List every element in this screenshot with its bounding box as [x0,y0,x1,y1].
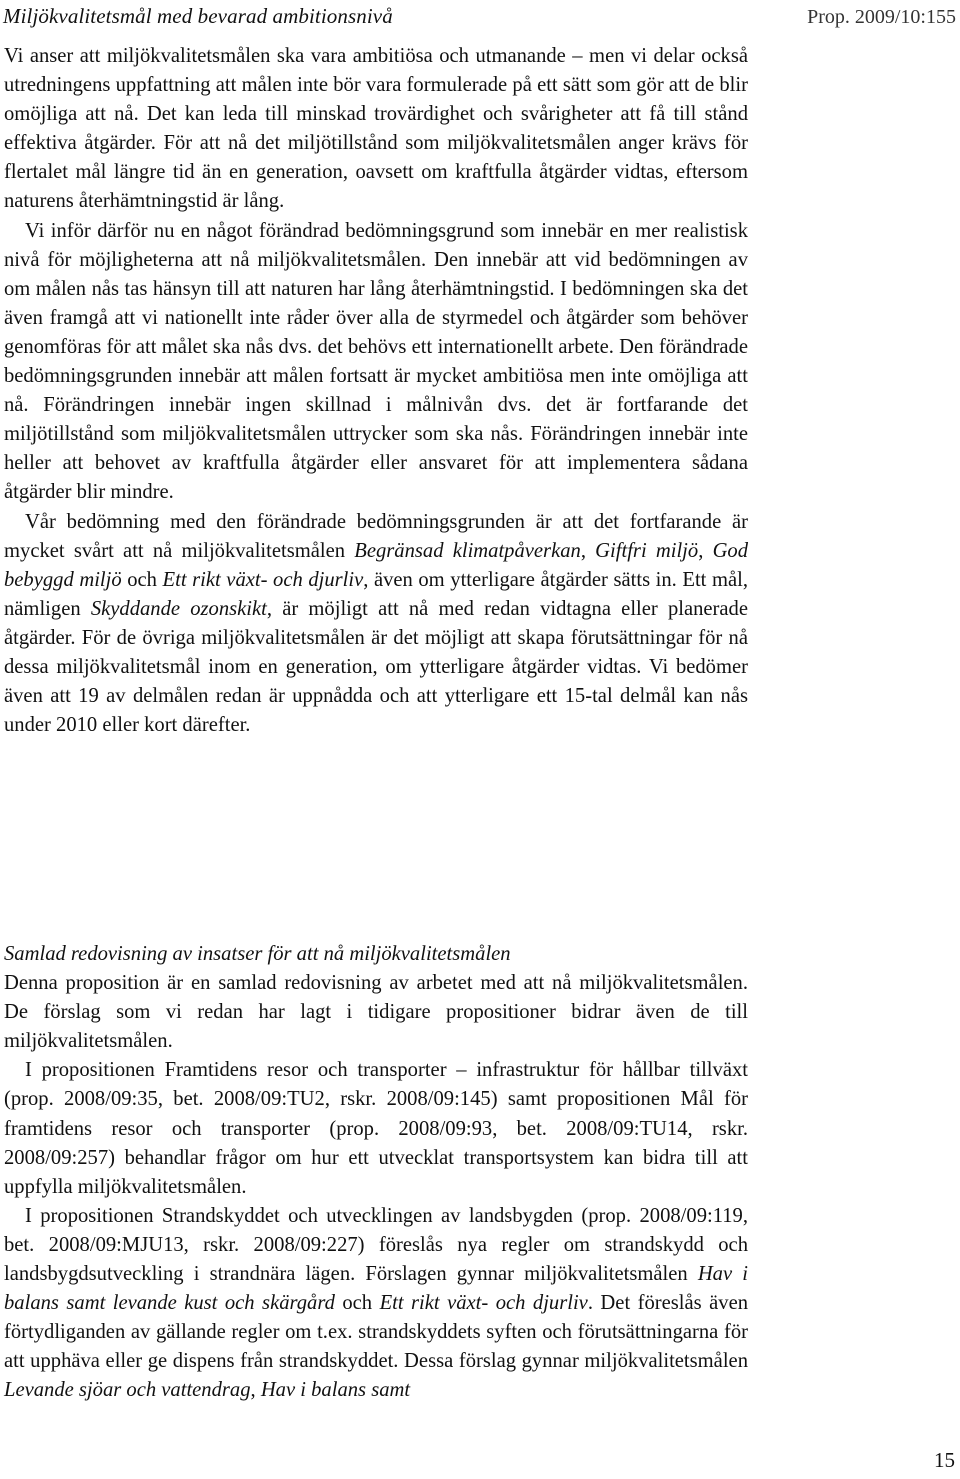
italic-goal-name: Skyddande ozonskikt [90,597,267,620]
italic-goal-name: Ett rikt växt- och djurliv [162,568,364,591]
text-run: , [250,1379,261,1402]
italic-goal-name: Begränsad klimatpåverkan [354,539,581,562]
text-run: Vi inför därför nu en något förändrad bedömningsgrund som innebär en mer realistisk nivå för möjligheterna att nå miljökvalitetsmålen. Den innebär att vid bedömningen av om målen nås tas hänsyn till att naturen har lång återhämtningstid. I bedömningen ska det även framgå att vi nationellt inte råder över alla de styrmedel och åtgärder som behöver genomföras för att målet ska nås dvs. det behövs ett internationellt arbete. Den förändrade bedömningsgrunden innebär att målen fortsatt är mycket ambitiösa men inte omöjliga att nå. Förändringen innebär ingen skillnad i målnivån dvs. det är fortfarande det miljötillstånd som miljökvalitetsmålen uttrycker som ska nås. Förändringen innebär inte heller att behovet av kraftfulla åtgärder eller ansvaret för att implementera sådana åtgärder blir mindre. [4,219,748,504]
page-number: 15 [934,1448,955,1472]
body-paragraph [4,508,748,741]
body-text-section-2 [4,940,748,1406]
text-run: , är möjligt att nå med redan vidtagna eller planerade åtgärder. För de övriga miljökvalitetsmålen är det möjligt att skapa förutsättningar för nå dessa miljökvalitetsmål inom en generation, om ytterligare åtgärder vidtas. Vi bedömer även att 19 av delmålen redan är uppnådda och att ytterligare ett 15-tal delmål kan nås under 2010 eller kort därefter. [4,597,748,737]
body-paragraph [4,217,748,508]
text-run: , [698,539,713,562]
italic-goal-name: Hav i balans samt levande kust och skärgård [4,1263,748,1315]
text-run: och [334,1292,380,1315]
text-run: I propositionen Strandskyddet och utvecklingen av landsbygden (prop. 2008/09:119, bet. 2008/09:MJU13, rskr. 2008/09:227) föreslås nya regler om strandskydd och landsbygdsutveckling i strandnära lägen. Förslagen gynnar miljökvalitetsmålen [4,1204,748,1286]
body-text-section-1 [4,42,748,740]
body-paragraph [4,1056,748,1201]
text-run: Vi anser att miljökvalitetsmålen ska vara ambitiösa och utmanande – men vi delar också utredningens uppfattning att målen inte bör vara formulerade på ett sätt som gör att de blir omöjliga att nå. Det kan leda till minskad trovärdighet och svårigheter att få till stånd effektiva åtgärder. För att nå det miljötillstånd som miljökvalitetsmålen anger krävs för flertalet mål längre tid än en generation, oavsett om kraftfulla åtgärder vidtas, eftersom naturens återhämtningstid är lång. [4,45,748,213]
text-run: Vår bedömning med den förändrade bedömningsgrunden är att det fortfarande är mycket svårt att nå miljökvalitetsmålen [4,510,748,562]
text-run: , även om ytterligare åtgärder sätts in. Ett mål, nämligen [4,568,748,620]
running-title: Miljökvalitetsmål med bevarad ambitionsnivå [3,4,393,28]
text-run: Denna proposition är en samlad redovisning av arbetet med att nå miljökvalitetsmålen. De förslag som vi redan har lagt i tidigare propositioner bidrar även de till miljökvalitetsmålen. [4,972,748,1053]
text-run: . Det föreslås även förtydliganden av gällande regler om t.ex. strandskyddets syften och förutsättningarna för att upphäva eller ge dispens från strandskyddet. Dessa förslag gynnar miljökvalitetsmålen [4,1292,749,1373]
italic-goal-name: Levande sjöar och vattendrag [4,1379,251,1402]
body-paragraph [4,969,748,1056]
text-run: och [121,568,163,591]
body-paragraph [4,42,748,217]
body-paragraph [4,1202,748,1406]
italic-goal-name: God bebyggd miljö [4,539,749,591]
italic-goal-name: Hav i balans samt [260,1379,411,1402]
proposition-reference: Prop. 2009/10:155 [807,6,956,28]
italic-goal-name: Ett rikt växt- och djurliv [379,1292,588,1315]
section-heading: Samlad redovisning av insatser för att nå miljökvalitetsmålen [4,943,511,965]
text-run: , [580,539,596,562]
text-run: I propositionen Framtidens resor och transporter – infrastruktur för hållbar tillväxt (prop. 2008/09:35, bet. 2008/09:TU2, rskr. 2008/09:145) samt propositionen Mål för framtidens resor och transporter (prop. 2008/09:93, bet. 2008/09:TU14, rskr. 2008/09:257) behandlar frågor om hur ett utvecklat transportsystem kan bidra till att uppfylla miljökvalitetsmålen. [4,1059,748,1198]
italic-goal-name: Giftfri miljö [595,539,699,562]
